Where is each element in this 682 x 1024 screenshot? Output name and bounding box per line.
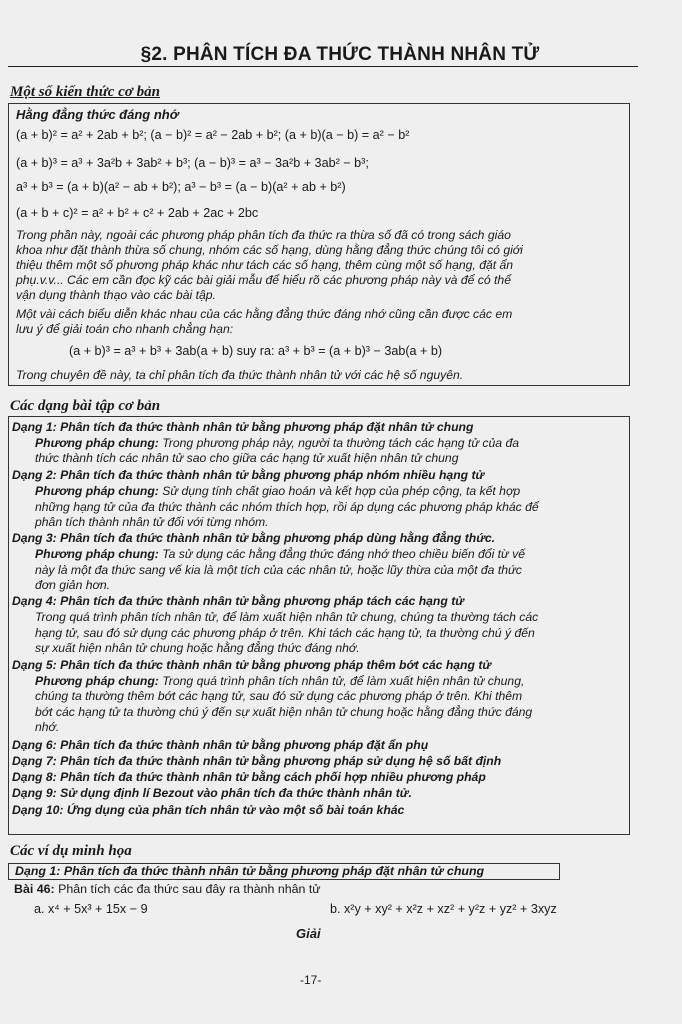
type-heading: Dạng 8: Phân tích đa thức thành nhân tử bằng cách phối hợp nhiều phương pháp xyxy=(12,770,486,784)
type-body-line: đơn giản hơn. xyxy=(35,578,111,592)
paragraph-line: khoa như đặt thành thừa số chung, nhóm các số hạng, dùng hằng đẳng thức chúng tôi có giới xyxy=(16,243,523,257)
example-type-box xyxy=(8,863,560,880)
exercise-text: Phân tích các đa thức sau đây ra thành nhân tử xyxy=(58,882,321,896)
formula-line: (a + b + c)² = a² + b² + c² + 2ab + 2ac + 2bc xyxy=(16,206,259,220)
solution-label: Giải xyxy=(296,926,321,941)
type-body-line: nhớ. xyxy=(35,720,60,734)
type-body-line xyxy=(35,436,623,451)
method-text: Trong quá trình phân tích nhân tử, để làm xuất hiện nhân tử chung, xyxy=(158,674,525,688)
basics-box xyxy=(8,103,630,386)
type-heading: Dạng 10: Ứng dụng của phân tích nhân tử vào một số bài toán khác xyxy=(12,803,405,817)
section-heading-examples: Các ví dụ minh họa xyxy=(10,843,132,859)
paragraph-line: Một vài cách biểu diễn khác nhau của các hằng đẳng thức đáng nhớ cũng cần được các em xyxy=(16,307,513,321)
page-title: §2. PHÂN TÍCH ĐA THỨC THÀNH NHÂN TỬ xyxy=(140,44,540,65)
page-number: -17- xyxy=(300,973,322,987)
method-label: Phương pháp chung: xyxy=(35,547,159,561)
paragraph-line: lưu ý để giải toán cho nhanh chẳng hạn: xyxy=(16,322,234,336)
type-body-line xyxy=(35,484,623,499)
type-heading: Dạng 6: Phân tích đa thức thành nhân tử bằng phương pháp đặt ẩn phụ xyxy=(12,738,429,752)
formula-line: (a + b)² = a² + 2ab + b²; (a − b)² = a² − 2ab + b²; (a + b)(a − b) = a² − b² xyxy=(16,128,410,142)
type-body-line: này là một đa thức sang vế kia là một tích của các nhân tử, hoặc lũy thừa của một đa thức xyxy=(35,563,522,577)
type-body-line xyxy=(35,547,623,562)
type-body-line: hạng tử, sau đó sử dụng các phương pháp ở trên. Khi tách các hạng tử, ta thường chú ý đến xyxy=(35,626,535,640)
exercise-line xyxy=(14,882,676,897)
box-heading: Hằng đẳng thức đáng nhớ xyxy=(16,107,179,122)
type-heading: Dạng 7: Phân tích đa thức thành nhân tử bằng phương pháp sử dụng hệ số bất định xyxy=(12,754,502,768)
formula-line: (a + b)³ = a³ + 3a²b + 3ab² + b³; (a − b)³ = a³ − 3a²b + 3ab² − b³; xyxy=(16,156,369,170)
title-rule xyxy=(8,66,638,67)
method-label: Phương pháp chung: xyxy=(35,436,159,450)
type-heading: Dạng 4: Phân tích đa thức thành nhân tử bằng phương pháp tách các hạng tử xyxy=(12,594,464,608)
formula-suy: (a + b)³ = a³ + b³ + 3ab(a + b) suy ra: a³ + b³ = (a + b)³ − 3ab(a + b) xyxy=(69,344,443,358)
type-body-line: sự xuất hiện nhân tử chung hoặc hằng đẳng thức đáng nhớ. xyxy=(35,641,360,655)
type-heading: Dạng 3: Phân tích đa thức thành nhân tử bằng phương pháp dùng hằng đẳng thức. xyxy=(12,531,496,545)
type-body-line: những hạng tử của đa thức thành các nhóm thích hợp, rồi áp dụng các phương pháp khác để xyxy=(35,500,539,514)
type-heading: Dạng 9: Sử dụng định lí Bezout vào phân tích đa thức thành nhân tử. xyxy=(12,786,412,800)
type-body-line: thức thành tích các nhân tử sao cho giữa các hạng tử xuất hiện nhân tử chung xyxy=(35,451,459,465)
method-label: Phương pháp chung: xyxy=(35,674,159,688)
type-body-line: Trong quá trình phân tích nhân tử, để làm xuất hiện nhân tử chung, chúng ta thường tách các xyxy=(35,610,539,624)
exercise-part-b: b. x²y + xy² + x²z + xz² + y²z + yz² + 3xyz xyxy=(330,902,557,916)
example-type-line: Dạng 1: Phân tích đa thức thành nhân tử bằng phương pháp đặt nhân tử chung xyxy=(15,864,485,878)
exercise-part-a: a. x⁴ + 5x³ + 15x − 9 xyxy=(34,902,148,916)
type-heading: Dạng 5: Phân tích đa thức thành nhân tử bằng phương pháp thêm bớt các hạng tử xyxy=(12,658,492,672)
paragraph-line: vận dụng thành thạo vào các bài tập. xyxy=(16,288,216,302)
method-text: Sử dụng tính chất giao hoán và kết hợp của phép cộng, ta kết hợp xyxy=(158,484,521,498)
exercise-label: Bài 46: xyxy=(14,882,55,896)
type-body-line: bớt các hạng tử ta thường chú ý đến sự xuất hiện nhân tử chung hoặc hằng đẳng thức đáng xyxy=(35,705,533,719)
method-label: Phương pháp chung: xyxy=(35,484,159,498)
paragraph-line: thiệu thêm một số phương pháp khác như tách các số hạng, thêm cùng một số hạng, đặt ẩn xyxy=(16,258,514,272)
method-text: Ta sử dụng các hằng đẳng thức đáng nhớ theo chiều biến đổi từ vế xyxy=(158,547,526,561)
types-box xyxy=(8,416,630,835)
method-text: Trong phương pháp này, người ta thường tách các hạng tử của đa xyxy=(158,436,520,450)
paragraph-line: Trong phần này, ngoài các phương pháp phân tích đa thức ra thừa số đã có trong sách giáo xyxy=(16,228,511,242)
closing-line: Trong chuyên đề này, ta chỉ phân tích đa thức thành nhân tử với các hệ số nguyên. xyxy=(16,368,464,382)
formula-line: a³ + b³ = (a + b)(a² − ab + b²); a³ − b³ = (a − b)(a² + ab + b²) xyxy=(16,180,346,194)
paragraph-line: phụ.v.v... Các em cần đọc kỹ các bài giải mẫu để hiểu rõ các phương pháp này và để có thể xyxy=(16,273,511,287)
type-heading: Dạng 2: Phân tích đa thức thành nhân tử bằng phương pháp nhóm nhiều hạng tử xyxy=(12,468,485,482)
type-heading: Dạng 1: Phân tích đa thức thành nhân tử bằng phương pháp đặt nhân tử chung xyxy=(12,420,474,434)
type-body-line: chúng ta thường thêm bớt các hạng tử, sau đó sử dụng các phương pháp ở trên. Khi thêm xyxy=(35,689,523,703)
section-heading-types: Các dạng bài tập cơ bản xyxy=(10,398,161,414)
type-body-line: phân tích thành nhân tử đối với từng nhóm. xyxy=(35,515,269,529)
type-body-line xyxy=(35,674,623,689)
section-heading-basics: Một số kiến thức cơ bản xyxy=(10,84,160,100)
